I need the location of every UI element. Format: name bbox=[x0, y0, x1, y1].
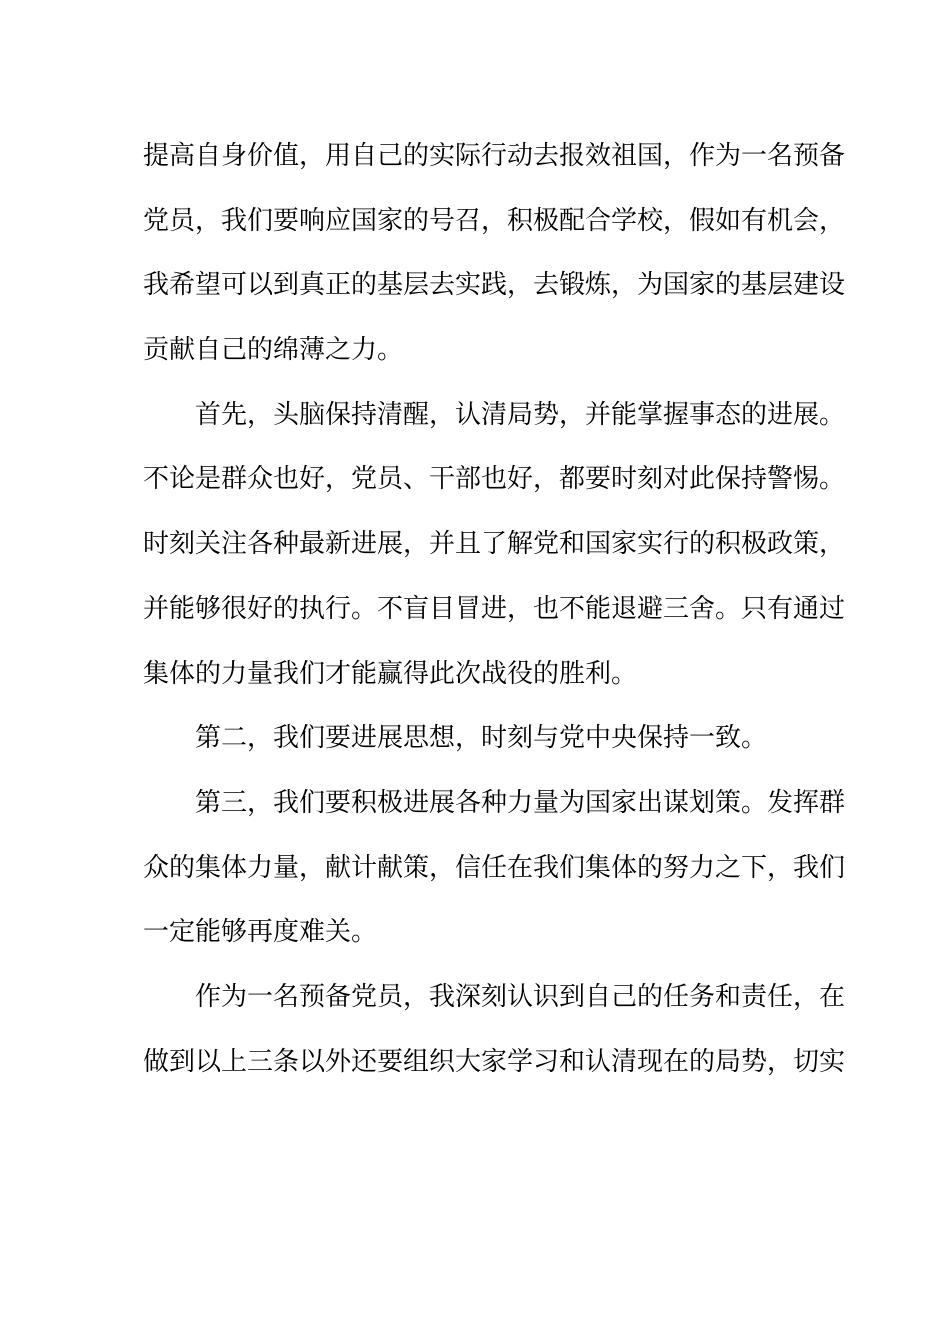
text-line: 提高自身价值，用自己的实际行动去报效祖国，作为一名预备 bbox=[143, 141, 846, 171]
text-line: 时刻关注各种最新进展，并且了解党和国家实行的积极政策， bbox=[143, 529, 846, 560]
body-text bbox=[143, 124, 846, 1094]
text-line: 第二，我们要进展思想，时刻与党中央保持一致。 bbox=[195, 723, 768, 754]
text-line: 第三，我们要积极进展各种力量为国家出谋划策。发挥群 bbox=[195, 787, 846, 818]
text-line: 众的集体力量，献计献策，信任在我们集体的努力之下，我们 bbox=[143, 852, 846, 883]
text-line: 不论是群众也好，党员、干部也好，都要时刻对此保持警惕。 bbox=[143, 464, 846, 495]
text-line: 我希望可以到真正的基层去实践，去锻炼，为国家的基层建设 bbox=[143, 270, 846, 301]
text-line: 首先，头脑保持清醒，认清局势，并能掌握事态的进展。 bbox=[195, 399, 846, 430]
text-line: 作为一名预备党员，我深刻认识到自己的任务和责任，在 bbox=[195, 981, 846, 1012]
text-line: 党员，我们要响应国家的号召，积极配合学校，假如有机会， bbox=[143, 205, 846, 236]
text-line: 并能够很好的执行。不盲目冒进，也不能退避三舍。只有通过 bbox=[143, 593, 846, 624]
text-line: 做到以上三条以外还要组织大家学习和认清现在的局势，切实 bbox=[143, 1046, 846, 1077]
text-line: 一定能够再度难关。 bbox=[143, 917, 378, 948]
text-line: 集体的力量我们才能赢得此次战役的胜利。 bbox=[143, 658, 638, 689]
text-line: 贡献自己的绵薄之力。 bbox=[143, 335, 404, 366]
